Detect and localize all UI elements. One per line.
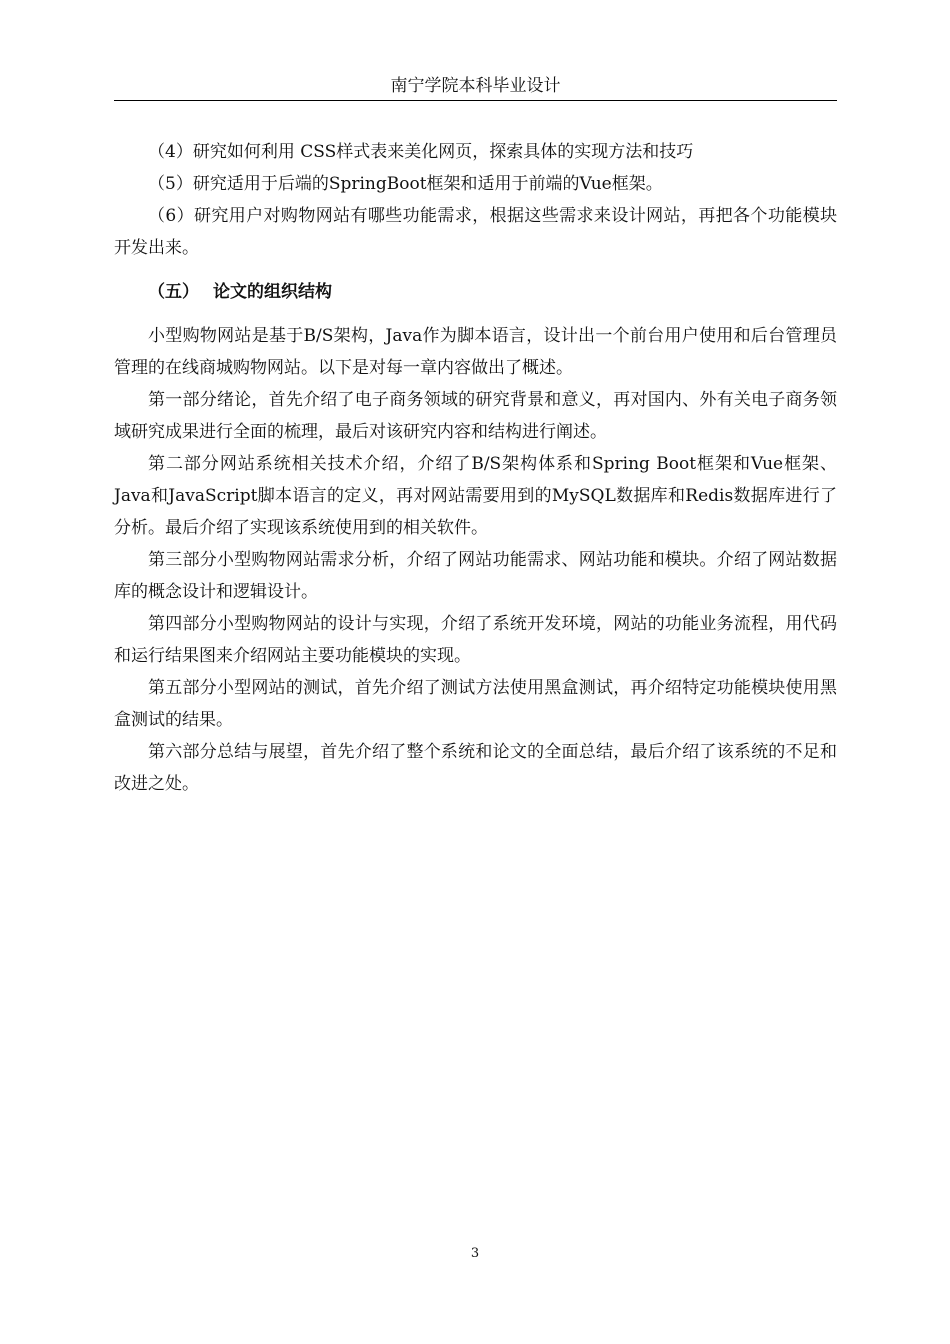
section-heading [114, 276, 837, 308]
list-item: （6）研究用户对购物网站有哪些功能需求，根据这些需求来设计网站，再把各个功能模块开发出来。 [114, 206, 837, 258]
paragraph: 第二部分网站系统相关技术介绍，介绍了B/S架构体系和Spring Boot框架和Vue框架、Java和JavaScript脚本语言的定义，再对网站需要用到的MySQL数据库和Redis数据库进行了分析。最后介绍了实现该系统使用到的相关软件。 [114, 454, 837, 538]
paragraph: 第四部分小型购物网站的设计与实现，介绍了系统开发环境，网站的功能业务流程，用代码和运行结果图来介绍网站主要功能模块的实现。 [114, 614, 837, 666]
list-item: （5）研究适用于后端的SpringBoot框架和适用于前端的Vue框架。 [148, 174, 663, 194]
paragraph: 小型购物网站是基于B/S架构，Java作为脚本语言，设计出一个前台用户使用和后台管理员管理的在线商城购物网站。以下是对每一章内容做出了概述。 [114, 326, 837, 378]
page-number: 3 [470, 1246, 480, 1261]
paragraph: 第一部分绪论，首先介绍了电子商务领域的研究背景和意义，再对国内、外有关电子商务领域研究成果进行全面的梳理，最后对该研究内容和结构进行阐述。 [114, 390, 837, 442]
section-number: （五） [148, 282, 199, 302]
page-body [114, 136, 837, 800]
section-title: 论文的组织结构 [213, 282, 332, 302]
list-item: （4）研究如何利用 CSS样式表来美化网页，探索具体的实现方法和技巧 [148, 142, 694, 162]
paragraph: 第五部分小型网站的测试，首先介绍了测试方法使用黑盒测试，再介绍特定功能模块使用黑盒测试的结果。 [114, 678, 837, 730]
page-header: 南宁学院本科毕业设计 [114, 72, 837, 101]
paragraph: 第三部分小型购物网站需求分析，介绍了网站功能需求、网站功能和模块。介绍了网站数据库的概念设计和逻辑设计。 [114, 550, 837, 602]
paragraph: 第六部分总结与展望，首先介绍了整个系统和论文的全面总结，最后介绍了该系统的不足和改进之处。 [114, 742, 837, 794]
